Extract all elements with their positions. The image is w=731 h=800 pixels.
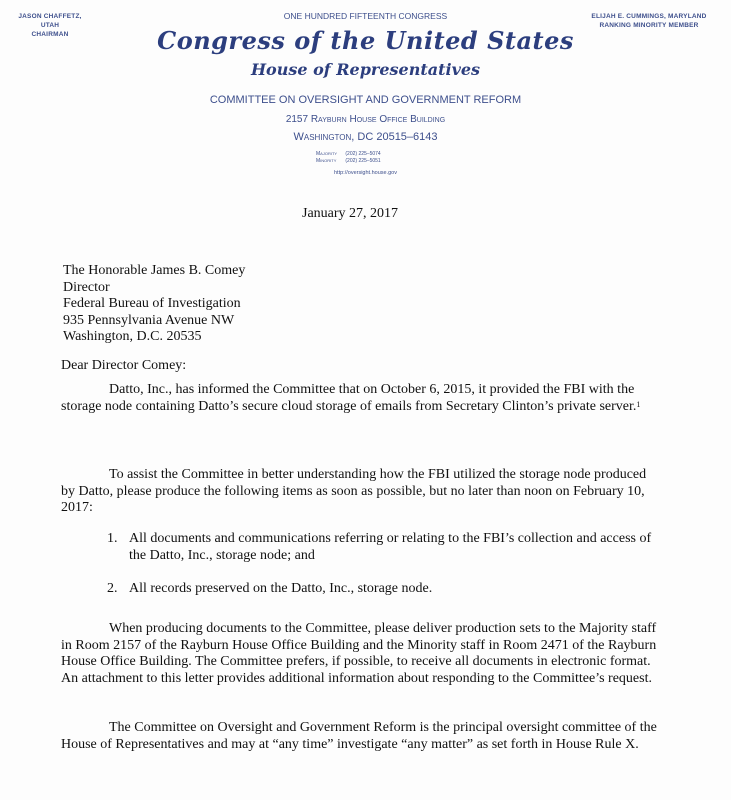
phone-numbers — [316, 151, 381, 165]
paragraph-4-text: The Committee on Oversight and Government Reform is the principal oversight committee of the House of Representatives and may at “any time” investigate “any matter” as set forth in House Rule X. — [61, 720, 657, 752]
phone-number: (202) 225–5074 — [345, 151, 381, 157]
chairman-name: JASON CHAFFETZ, UTAH — [18, 13, 82, 29]
paragraph-1-text: Datto, Inc., has informed the Committee that on October 6, 2015, it provided the FBI with the storage node containing Datto’s secure cloud storage of emails from Secretary Clinton’s private server. — [61, 382, 637, 414]
list-item — [107, 531, 667, 564]
footnote-marker: 1 — [636, 399, 641, 409]
letterhead-address-line1: 2157 Rayburn House Office Building — [285, 114, 446, 125]
letter-date: January 27, 2017 — [302, 206, 399, 221]
letterhead-subtitle: House of Representatives — [250, 60, 481, 79]
paragraph-3-text: When producing documents to the Committee, please deliver production sets to the Majority staff in Room 2157 of the Rayburn House Office Building and the Minority staff in Room 2471 of the Rayburn House Office Building. The Committee prefers, if possible, to receive all documents in electronic format. An attachment to this letter provides additional information about responding to the Committee’s request. — [61, 621, 657, 686]
recipient-line: 935 Pennsylvania Avenue NW — [63, 312, 235, 328]
recipient-line: Washington, D.C. 20535 — [63, 329, 202, 344]
paragraph-1 — [61, 382, 661, 415]
salutation: Dear Director Comey: — [61, 358, 187, 373]
phone-label: Majority — [316, 151, 338, 157]
list-item — [107, 581, 667, 598]
paragraph-3 — [61, 621, 661, 687]
list-item-text: All records preserved on the Datto, Inc., storage node. — [129, 581, 433, 596]
list-item-number: 1. — [107, 531, 118, 546]
recipient-line: Federal Bureau of Investigation — [63, 296, 241, 311]
phone-minority — [316, 158, 381, 165]
recipient-line: Director — [63, 279, 110, 295]
congress-number: ONE HUNDRED FIFTEENTH CONGRESS — [283, 11, 448, 21]
ranking-member-title: RANKING MINORITY MEMBER — [599, 22, 699, 29]
recipient-address — [63, 263, 245, 346]
list-item-number: 2. — [107, 581, 118, 596]
chairman-title: CHAIRMAN — [31, 31, 69, 38]
phone-number: (202) 225–5051 — [345, 158, 381, 164]
website-link[interactable]: http://oversight.house.gov — [334, 170, 397, 176]
letterhead-title: Congress of the United States — [157, 26, 574, 55]
committee-name: COMMITTEE ON OVERSIGHT AND GOVERNMENT REFORM — [209, 94, 522, 106]
letterhead-address-line2: Washington, DC 20515–6143 — [293, 131, 438, 143]
recipient-line: The Honorable James B. Comey — [63, 263, 246, 278]
request-list — [107, 531, 667, 615]
paragraph-2 — [61, 467, 661, 517]
list-item-text: All documents and communications referring or relating to the FBI’s collection and access of the Datto, Inc., storage node; and — [129, 531, 652, 563]
paragraph-2-text: To assist the Committee in better understanding how the FBI utilized the storage node produced by Datto, please produce the following items as soon as possible, but no later than noon on February 10, 2017: — [61, 467, 647, 515]
ranking-member-name: ELIJAH E. CUMMINGS, MARYLAND — [591, 13, 707, 20]
phone-label: Minority — [316, 158, 337, 164]
phone-majority — [316, 151, 381, 158]
paragraph-4 — [61, 720, 661, 753]
